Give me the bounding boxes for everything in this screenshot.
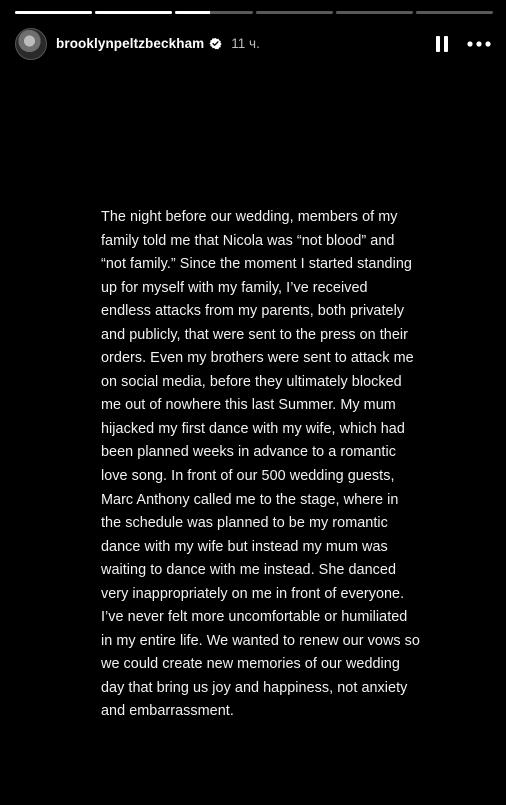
username[interactable]: brooklynpeltzbeckham xyxy=(56,36,205,51)
story-text: The night before our wedding, members of my family told me that Nicola was “not blood” and “not family.” Since the moment I started standing up for myself with my family, I’ve received endless attacks from my parents, both privately and publicly, that were sent to the press on their orders. Even my brothers were sent to attack me on social media, before they ultimately blocked me out of nowhere this last Summer. My mum hijacked my first dance with my wife, which had been planned weeks in advance to a romantic love song. In front of our 500 wedding guests, Marc Anthony called me to the stage, where in the schedule was planned to be my romantic dance with my wife but instead my mum was waiting to dance with me instead. She danced very inappropriately on me in front of everyone. I’ve never felt more uncomfortable or humiliated in my entire life. We wanted to renew our vows so we could create new memories of our wedding day that bring us joy and happiness, not anxiety and embarrassment. xyxy=(101,209,420,720)
profile-avatar[interactable] xyxy=(15,28,47,60)
progress-segment xyxy=(256,11,333,14)
verified-badge-icon xyxy=(209,37,222,50)
post-time: 11 ч. xyxy=(231,36,260,51)
more-options-button[interactable] xyxy=(466,33,492,55)
progress-segment xyxy=(416,11,493,14)
pause-button[interactable] xyxy=(431,33,466,55)
progress-segment-fill xyxy=(15,11,92,14)
pause-icon xyxy=(431,33,453,55)
progress-segment xyxy=(15,11,92,14)
story-progress-bar xyxy=(15,11,493,14)
progress-segment xyxy=(175,11,252,14)
more-icon xyxy=(466,33,492,55)
progress-segment xyxy=(95,11,172,14)
progress-segment-fill xyxy=(95,11,172,14)
story-header xyxy=(15,27,492,60)
story-text-block xyxy=(101,206,421,724)
progress-segment xyxy=(336,11,413,14)
progress-segment-fill xyxy=(175,11,210,14)
